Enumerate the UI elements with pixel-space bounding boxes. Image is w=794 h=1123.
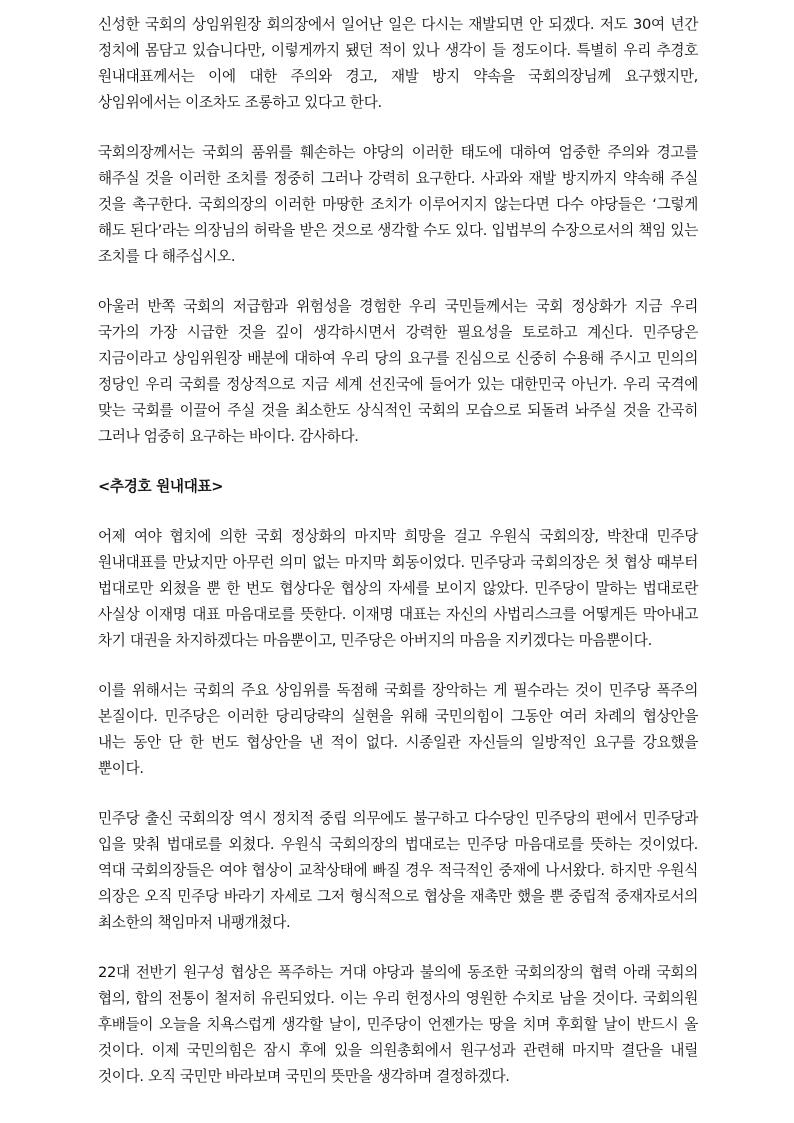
paragraph: 이를 위해서는 국회의 주요 상임위를 독점해 국회를 장악하는 게 필수라는 것이 민주당 폭주의 본질이다. 민주당은 이러한 당리당략의 실현을 위해 국민의힘이 그동안 여러 차례의 협상안을 내는 동안 단 한 번도 협상안을 낸 적이 없다. 시종일관 자신들의 일방적인 요구를 강요했을 뿐이다.	[98, 682, 698, 777]
paragraph: 국회의장께서는 국회의 품위를 훼손하는 야당의 이러한 태도에 대하여 엄중한 주의와 경고를 해주실 것을 이러한 조치를 정중히 그러나 강력히 요구한다. 사과와 재발 방지까지 약속해 주실 것을 촉구한다. 국회의장의 이러한 마땅한 조치가 이루어지지 않는다면 다수 야당들은 ‘그렇게 해도 된다’라는 의장님의 허락을 받은 것으로 생각할 수도 있다. 입법부의 수장으로서의 책임 있는 조치를 다 해주십시오.	[98, 144, 698, 265]
paragraph: 민주당 출신 국회의장 역시 정치적 중립 의무에도 불구하고 다수당인 민주당의 편에서 민주당과 입을 맞춰 법대로를 외쳤다. 우원식 국회의장의 법대로는 민주당 마음대로를 뜻하는 것이었다. 역대 국회의장들은 여야 협상이 교착상태에 빠질 경우 적극적인 중재에 나서왔다. 하지만 우원식 의장은 오직 민주당 바라기 자세로 그저 형식적으로 협상을 재촉만 했을 뿐 중립적 중재자로서의 최소한의 책임마저 내팽개쳤다.	[98, 810, 698, 931]
paragraph: 22대 전반기 원구성 협상은 폭주하는 거대 야당과 불의에 동조한 국회의장의 협력 아래 국회의 협의, 합의 전통이 철저히 유린되었다. 이는 우리 헌정사의 영원한 수치로 남을 것이다. 국회의원 후배들이 오늘을 치욕스럽게 생각할 날이, 민주당이 언젠가는 땅을 치며 후회할 날이 반드시 올 것이다. 이제 국민의힘은 잠시 후에 있을 의원총회에서 원구성과 관련해 마지막 결단을 내릴 것이다. 오직 국민만 바라보며 국민의 뜻만을 생각하며 결정하겠다.	[98, 964, 698, 1085]
paragraph: 어제 여야 협치에 의한 국회 정상화의 마지막 희망을 걸고 우원식 국회의장, 박찬대 민주당 원내대표를 만났지만 아무런 의미 없는 마지막 회동이었다. 민주당과 국회의장은 첫 협상 때부터 법대로만 외쳤을 뿐 한 번도 협상다운 협상의 자세를 보이지 않았다. 민주당이 말하는 법대로란 사실상 이재명 대표 마음대로를 뜻한다. 이재명 대표는 자신의 사법리스크를 어떻게든 막아내고 차기 대권을 차지하겠다는 마음뿐이고, 민주당은 아버지의 마음을 지키겠다는 마음뿐이다.	[98, 528, 698, 649]
document-body	[98, 12, 698, 1114]
section-heading: <추경호 원내대표>	[98, 478, 224, 495]
paragraph: 신성한 국회의 상임위원장 회의장에서 일어난 일은 다시는 재발되면 안 되겠다. 저도 30여 년간 정치에 몸담고 있습니다만, 이렇게까지 됐던 적이 있나 생각이 들 정도이다. 특별히 우리 추경호 원내대표께서는 이에 대한 주의와 경고, 재발 방지 약속을 국회의장님께 요구했지만, 상임위에서는 이조차도 조롱하고 있다고 한다.	[98, 16, 698, 111]
paragraph: 아울러 반쪽 국회의 저급함과 위험성을 경험한 우리 국민들께서는 국회 정상화가 지금 우리 국가의 가장 시급한 것을 깊이 생각하시면서 강력한 필요성을 토로하고 계신다. 민주당은 지금이라고 상임위원장 배분에 대하여 우리 당의 요구를 진심으로 신중히 수용해 주시고 민의의 정당인 우리 국회를 정상적으로 지금 세계 선진국에 들어가 있는 대한민국 아닌가. 우리 국격에 맞는 국회를 이끌어 주실 것을 최소한도 상식적인 국회의 모습으로 되돌려 놔주실 것을 간곡히 그러나 엄중히 요구하는 바이다. 감사하다.	[98, 298, 698, 445]
